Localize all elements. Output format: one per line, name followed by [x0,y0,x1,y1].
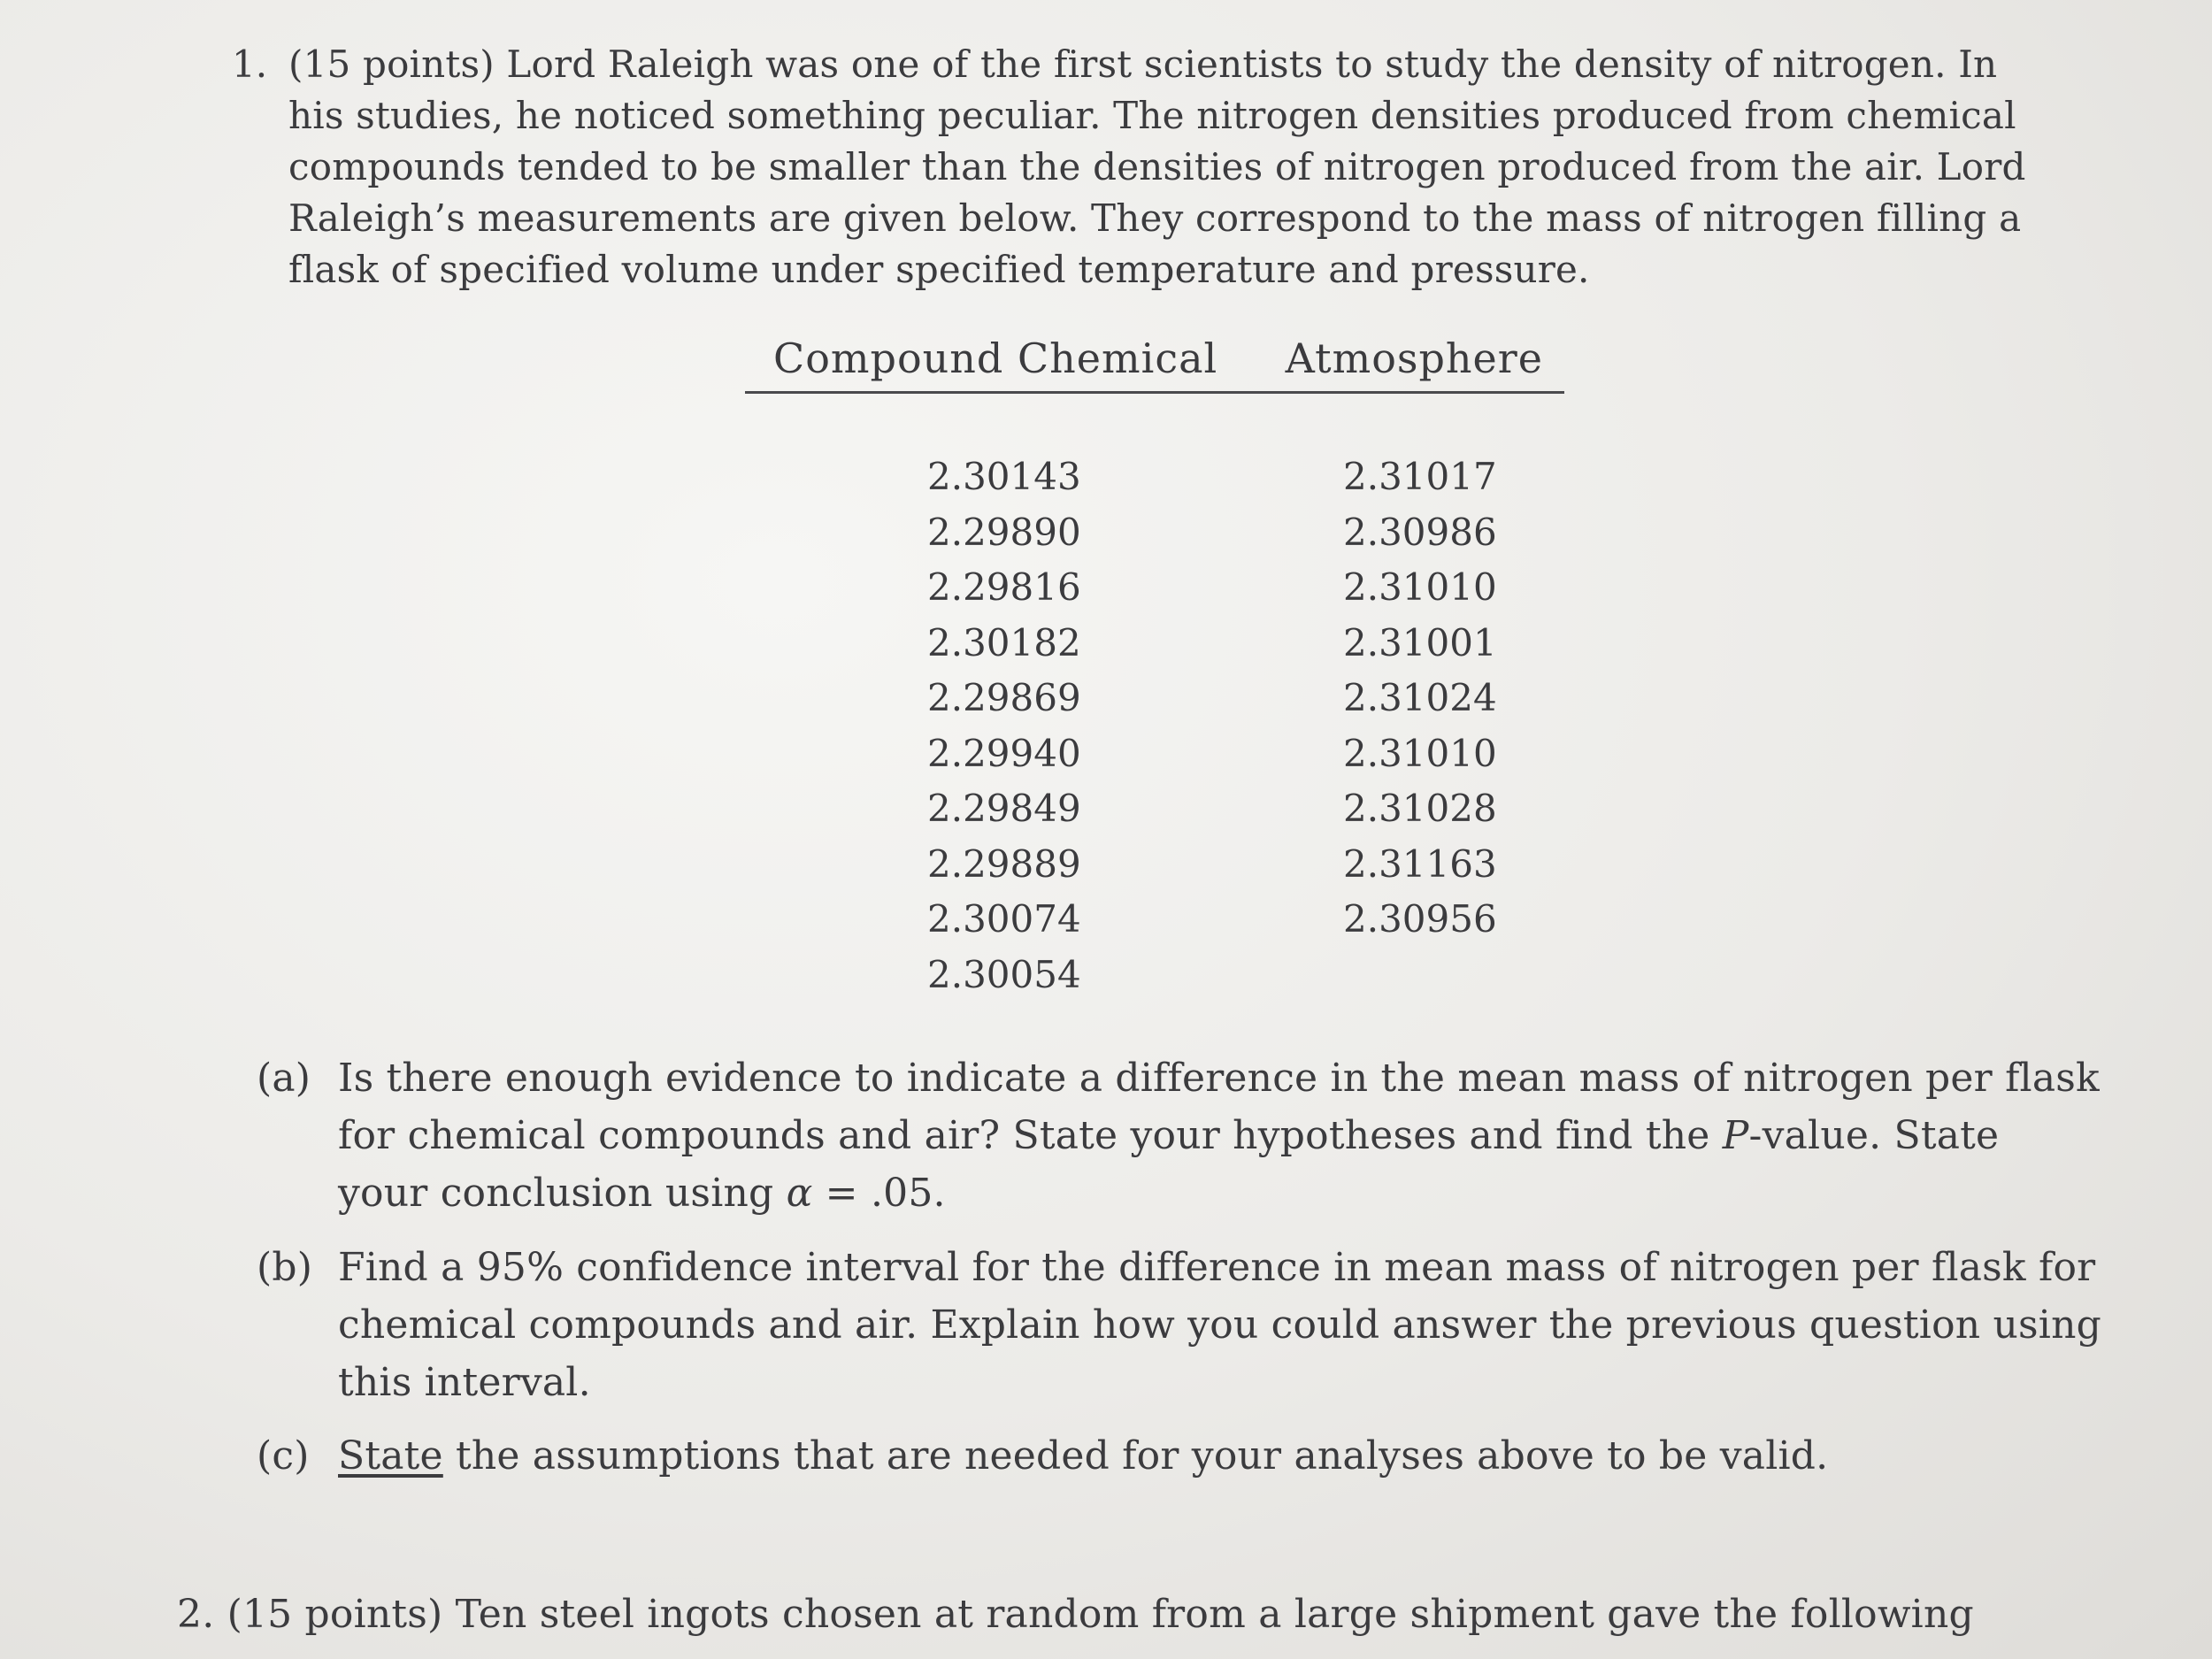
question-2 [177,1589,1974,1640]
part-c-line-1 [338,1427,1828,1485]
part-c-text: the assumptions that are needed for your analyses above to be valid. [442,1433,1829,1479]
q1-line-3: compounds tended to be smaller than the densities of nitrogen produced from the air. Lord [288,145,2026,188]
underlined-state: State [338,1433,443,1479]
table-cell: 2.31163 [1343,841,1497,886]
table-cell: 2.29889 [927,841,1081,886]
part-a [257,1049,2100,1222]
table-header [745,334,1564,394]
question-2-text: (15 points) Ten steel ingots chosen at random from a large shipment gave the following [227,1592,1974,1637]
question-1-number: 1. [232,42,268,86]
table-cell: 2.29816 [927,565,1081,609]
table-cell: 2.30956 [1343,897,1497,941]
table-cell: 2.30143 [927,455,1081,498]
table-cell: 2.31028 [1343,787,1497,830]
table-cell: 2.29849 [927,787,1081,830]
part-a-line-2-text: for chemical compounds and air? State your hypotheses and find the [338,1113,1723,1158]
table-cell: 2.31001 [1343,620,1497,664]
nitrogen-data-table [745,334,1564,996]
table-cell: 2.31010 [1343,565,1497,609]
question-2-number: 2. [177,1592,215,1637]
q1-line-1: (15 points) Lord Raleigh was one of the first scientists to study the density of nitrogen. In [288,42,1998,86]
part-b-line-1: Find a 95% confidence interval for the difference in mean mass of nitrogen per flask for [338,1245,2096,1290]
table-cell: 2.30054 [927,952,1081,996]
part-b-label: (b) [257,1245,313,1290]
table-cell: 2.30182 [927,620,1081,664]
alpha-symbol: α [786,1171,813,1216]
table-cell: 2.29940 [927,731,1081,775]
part-b [257,1239,2101,1411]
table-cell: 2.29890 [927,510,1081,554]
table-cell: 2.31024 [1343,676,1497,719]
q1-line-2: his studies, he noticed something peculiar. The nitrogen densities produced from chemical [288,94,2016,137]
q1-line-4: Raleigh’s measurements are given below. They correspond to the mass of nitrogen filling a [288,196,2022,240]
table-cell: 2.30986 [1343,510,1497,554]
part-c-label: (c) [257,1433,310,1479]
column-atmosphere [1343,449,1497,948]
part-c [257,1427,1828,1485]
part-a-line-3 [338,1164,2100,1222]
question-1-text [288,39,2026,296]
q1-line-5: flask of specified volume under specified temperature and pressure. [288,248,1590,291]
table-cell: 2.30074 [927,897,1081,941]
part-a-line-3-suffix: = .05. [812,1171,946,1216]
table-cell: 2.31010 [1343,731,1497,775]
part-a-line-3-text: your conclusion using [338,1171,787,1216]
part-b-line-2: chemical compounds and air. Explain how you could answer the previous question using [338,1302,2101,1348]
part-a-line-2-suffix: -value. State [1748,1113,2000,1158]
column-compound-chemical [927,449,1081,1002]
header-compound-chemical: Compound Chemical [773,334,1218,382]
p-variable: P [1722,1113,1749,1158]
part-a-line-2 [338,1107,2100,1164]
part-a-line-1: Is there enough evidence to indicate a difference in the mean mass of nitrogen per flask [338,1056,2100,1101]
part-b-line-3: this interval. [338,1360,591,1405]
part-a-label: (a) [257,1056,311,1101]
table-cell: 2.31017 [1343,455,1497,498]
header-atmosphere: Atmosphere [1285,334,1543,382]
table-cell: 2.29869 [927,676,1081,719]
